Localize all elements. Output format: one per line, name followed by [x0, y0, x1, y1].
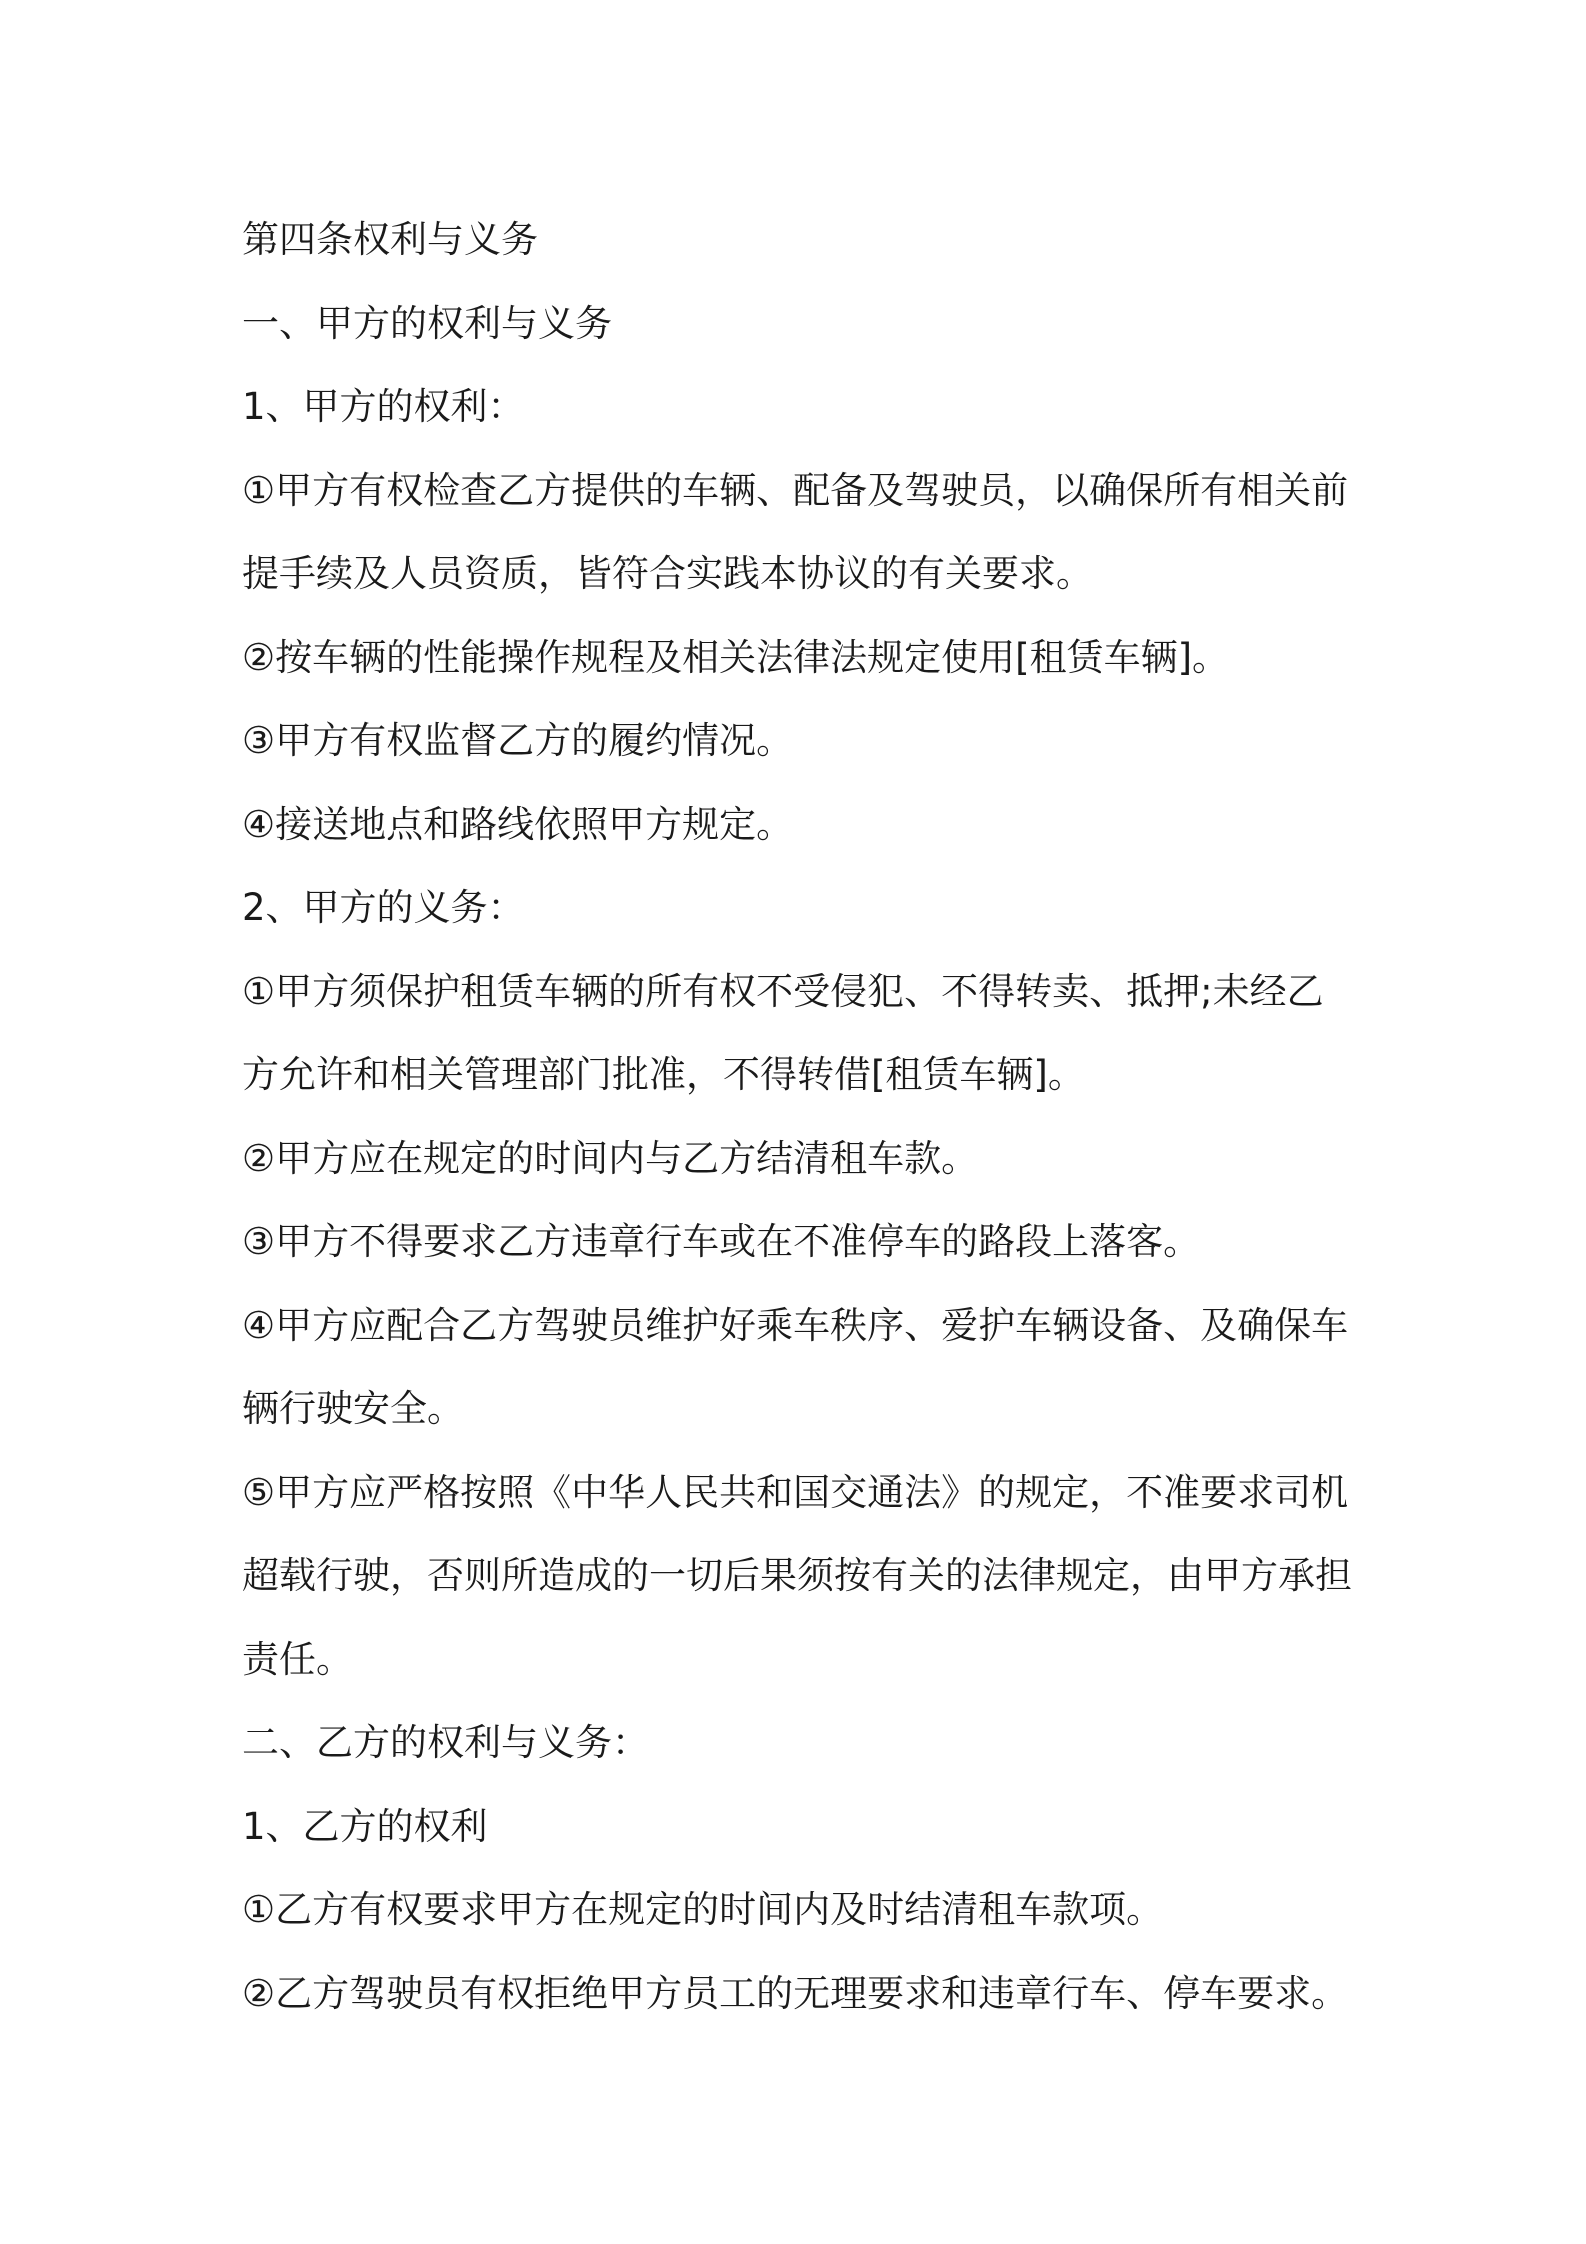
party-a-obligation-3: ③甲方不得要求乙方违章行车或在不准停车的路段上落客。: [242, 1220, 1201, 1263]
subsection-heading-party-a-rights: 1、甲方的权利：: [242, 385, 525, 428]
section-heading-party-b: 二、乙方的权利与义务：: [242, 1721, 649, 1764]
party-a-obligation-4-line-1: ④甲方应配合乙方驾驶员维护好乘车秩序、爱护车辆设备、及确保车: [242, 1303, 1349, 1347]
party-a-obligation-5-line-1: ⑤甲方应严格按照《中华人民共和国交通法》的规定，不准要求司机: [242, 1470, 1349, 1514]
document-body: [242, 198, 1362, 2035]
section-heading-party-a: 一、甲方的权利与义务: [242, 301, 612, 345]
party-a-right-1-line-2: 提手续及人员资质，皆符合实践本协议的有关要求。: [242, 552, 1093, 595]
party-a-obligation-2: ②甲方应在规定的时间内与乙方结清租车款。: [242, 1136, 979, 1180]
party-a-right-3: ③甲方有权监督乙方的履约情况。: [242, 719, 794, 762]
party-a-right-4: ④接送地点和路线依照甲方规定。: [242, 802, 794, 846]
party-a-obligation-5-line-3: 责任。: [242, 1637, 353, 1681]
party-a-obligation-1-line-2: 方允许和相关管理部门批准，不得转借[租赁车辆]。: [242, 1053, 1085, 1096]
party-a-right-1-line-1: ①甲方有权检查乙方提供的车辆、配备及驾驶员，以确保所有相关前: [242, 468, 1349, 512]
party-b-right-2: ②乙方驾驶员有权拒绝甲方员工的无理要求和违章行车、停车要求。: [242, 1971, 1349, 2015]
article-heading: 第四条权利与义务: [242, 218, 538, 261]
party-a-obligation-4-line-2: 辆行驶安全。: [242, 1387, 464, 1430]
subsection-heading-party-a-obligations: 2、甲方的义务：: [242, 886, 525, 929]
party-a-right-2: ②按车辆的性能操作规程及相关法律法规定使用[租赁车辆]。: [242, 635, 1230, 679]
subsection-heading-party-b-rights: 1、乙方的权利: [242, 1804, 488, 1848]
party-b-right-1: ①乙方有权要求甲方在规定的时间内及时结清租车款项。: [242, 1888, 1164, 1931]
party-a-obligation-1-line-1: ①甲方须保护租赁车辆的所有权不受侵犯、不得转卖、抵押;未经乙: [242, 969, 1324, 1013]
party-a-obligation-5-line-2: 超载行驶，否则所造成的一切后果须按有关的法律规定，由甲方承担: [242, 1554, 1352, 1597]
